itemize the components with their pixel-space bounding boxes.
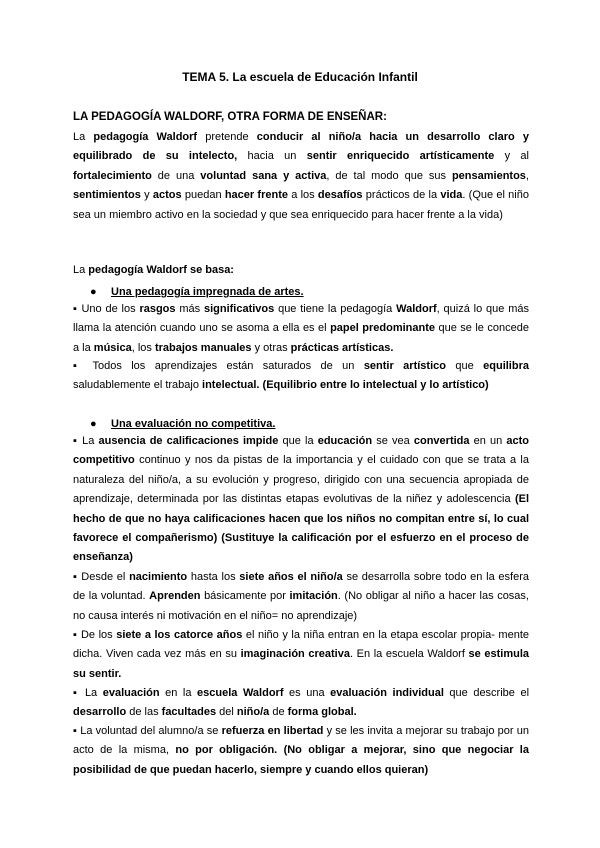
bullet-dot-icon: ● (90, 286, 97, 298)
intro-paragraph: La pedagogía Waldorf pretende conducir al niño/a hacia un desarrollo claro y equilibrado de su intelecto, hacia un sentir enriquecido artísticamente y al fortalecimiento de una voluntad sana y activa, de tal modo que sus pensamientos, sentimientos y actos puedan hacer frente a los desafíos prácticos de la vida. (Que el niño sea un miembro activo en la sociedad y que sea enriquecido para hacer frente a la vida) (73, 131, 529, 221)
section-heading: LA PEDAGOGÍA WALDORF, OTRA FORMA DE ENSEÑAR: (73, 111, 387, 123)
bullet-heading-evaluacion (90, 416, 275, 432)
evaluacion-paragraph-1: ▪ La ausencia de calificaciones impide que la educación se vea convertida en un acto competitivo continuo y nos da pistas de la importancia y el cuidado con que se trata a la naturaleza del niño/a, a su evolución y progreso, dirigido con una secuencia apropiada de aprendizaje, determinada por las distintas etapas evolutivas de la niñez y adolescencia (El hecho de que no haya calificaciones hacen que los niños no compitan entre sí, lo cual favorece el compañerismo) (Sustituye la calificación por el esfuerzo en el proceso de enseñanza) (73, 435, 530, 564)
bullet-heading-artes (90, 284, 304, 300)
artes-paragraph-2: ▪ Todos los aprendizajes están saturados de un sentir artístico que equilibra saludablemente el trabajo intelectual. (Equilibrio entre lo intelectual y lo artístico) (73, 360, 529, 392)
evaluacion-paragraph-5: ▪ La voluntad del alumno/a se refuerza en libertad y se les invita a mejorar su trabajo por un acto de la misma, no por obligación. (No obligar a mejorar, sino que negociar la posibilidad de que puedan hacerlo, siempre y cuando ellos quieran) (73, 725, 529, 776)
evaluacion-paragraph-2: ▪ Desde el nacimiento hasta los siete años el niño/a se desarrolla sobre todo en la esfera de la voluntad. Aprenden básicamente por imitación. (No obligar al niño a hacer las cosas, no causa interés ni motivación en el niño= no aprendizaje) (73, 571, 529, 622)
page-title: TEMA 5. La escuela de Educación Infantil (182, 70, 418, 84)
artes-paragraph-1: ▪ Uno de los rasgos más significativos que tiene la pedagogía Waldorf, quizá lo que más llama la atención cuando uno se asoma a ella es el papel predominante que se le concede a la música, los trabajos manuales y otras prácticas artísticas. (73, 303, 529, 354)
bullet-title: Una pedagogía impregnada de artes. (111, 286, 304, 298)
bullet-dot-icon: ● (90, 418, 97, 430)
evaluacion-paragraph-3: ▪ De los siete a los catorce años el niño y la niña entran en la etapa escolar propia- mente dicha. Viven cada vez más en su imaginación creativa. En la escuela Waldorf se estimula su sentir. (73, 629, 530, 680)
bullet-title: Una evaluación no competitiva. (111, 418, 276, 430)
basis-line: La pedagogía Waldorf se basa: (73, 264, 234, 276)
evaluacion-paragraph-4: ▪ La evaluación en la escuela Waldorf es una evaluación individual que describe el desarrollo de las facultades del niño/a de forma global. (73, 687, 530, 719)
